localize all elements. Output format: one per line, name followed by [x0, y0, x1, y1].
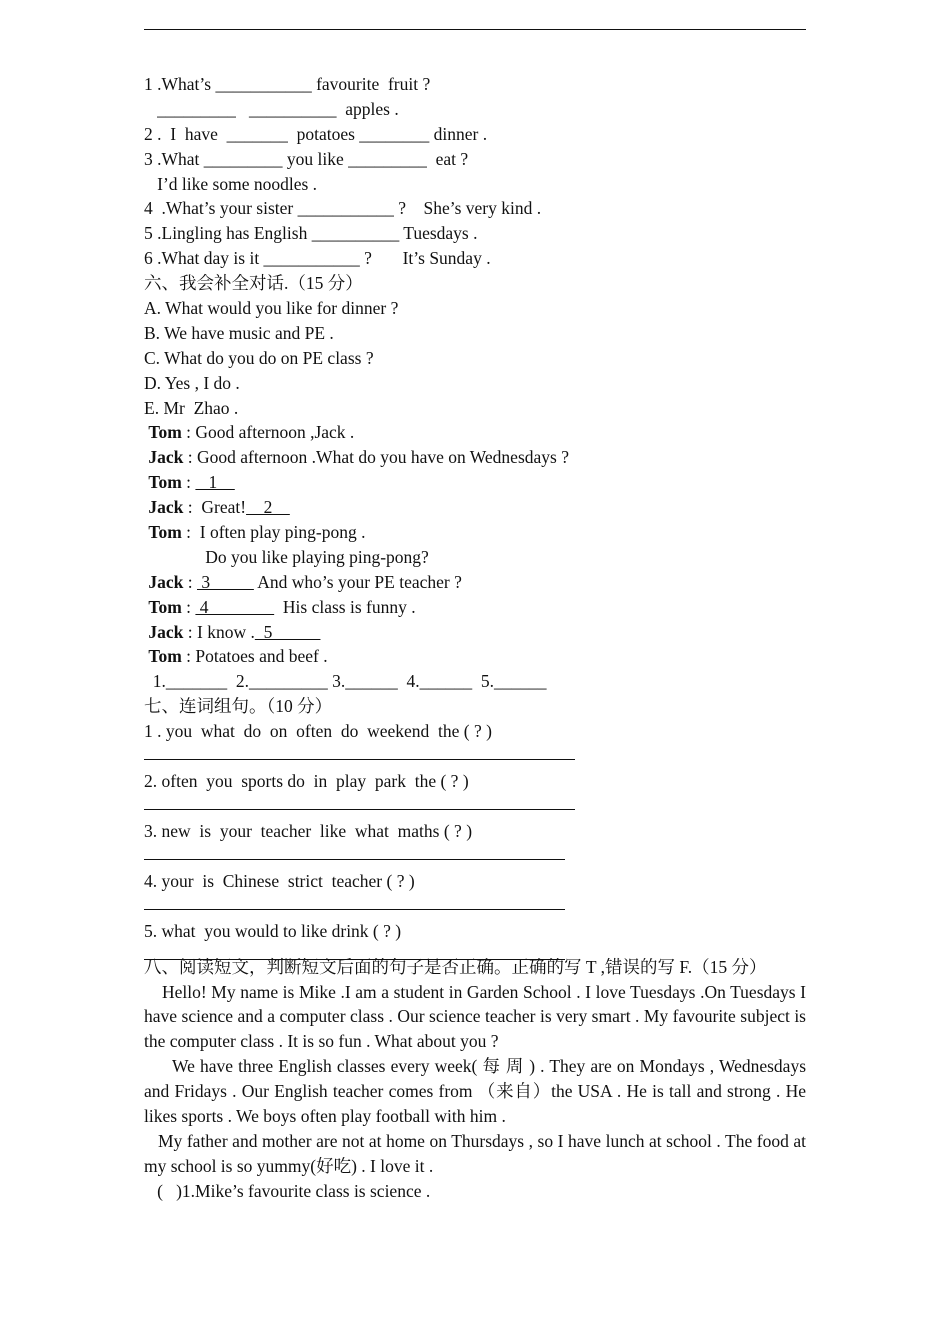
answer-blanks-row: 1._______ 2._________ 3.______ 4.______ 5.______: [144, 671, 547, 692]
reading-paragraph: We have three English classes every week( 每 周 ) . They are on Mondays , Wednesdays and Fridays . Our English teacher comes from （来自）the USA . He is tall and strong . He likes sports . We boys often play football with him .: [144, 1056, 806, 1127]
section-heading: 八、阅读短文，判断短文后面的句子是否正确。正确的写 T ,错误的写 F.（15 分）: [144, 956, 767, 977]
speaker-name: Tom: [148, 646, 182, 667]
dialogue-section: [144, 271, 806, 694]
dialogue-line: [144, 545, 806, 570]
reading-section: [144, 955, 806, 1204]
section-heading: 六、我会补全对话.（15 分）: [144, 273, 363, 294]
dialogue-text: His class is funny .: [274, 596, 416, 617]
reading-paragraph: My father and mother are not at home on Thursdays , so I have lunch at school . The food at my school is so yummy(好吃) . I love it .: [144, 1130, 806, 1176]
fill-in-line: I’d like some noodles .: [144, 173, 318, 194]
option-item: B. We have music and PE .: [144, 322, 334, 343]
answer-line: [144, 744, 806, 769]
reading-paragraph: Hello! My name is Mike .I am a student in Garden School . I love Tuesdays .On Tuesdays I have science and a computer class . Our science teacher is very smart . My favourite subject is the computer class . It is so fun . What about you ?: [144, 981, 806, 1052]
header-rule: [144, 29, 806, 30]
dialogue-line: [144, 495, 806, 520]
dialogue-line: [144, 420, 806, 445]
answer-line: [144, 944, 806, 969]
dialogue-line: [144, 570, 806, 595]
fill-in-line: 3 .What _________ you like _________ eat ?: [144, 148, 469, 169]
speaker-name: Jack: [148, 497, 184, 518]
option-item: A. What would you like for dinner ?: [144, 298, 399, 319]
answer-line: [144, 844, 806, 869]
speaker-name: Tom: [148, 596, 182, 617]
dialogue-line: [144, 595, 806, 620]
fill-in-line: _________ __________ apples .: [144, 98, 399, 119]
word-list: 2. often you sports do in play park the ( ? ): [144, 771, 469, 792]
dialogue-text: Do you like playing ping-pong?: [144, 546, 429, 567]
answer-line: [144, 894, 806, 919]
answer-blank: 1: [195, 472, 235, 493]
option-item: E. Mr Zhao .: [144, 397, 239, 418]
sentence-ordering-section: [144, 694, 806, 968]
word-list: 5. what you would to like drink ( ? ): [144, 920, 402, 941]
fill-in-exercise: [144, 72, 806, 271]
dialogue-line: [144, 644, 806, 669]
speaker-name: Tom: [148, 472, 182, 493]
word-list: 3. new is your teacher like what maths ( ? ): [144, 820, 473, 841]
fill-in-line: 5 .Lingling has English __________ Tuesdays .: [144, 223, 478, 244]
dialogue-text: And who’s your PE teacher ?: [253, 571, 462, 592]
dialogue-text: : Great!: [183, 497, 247, 518]
speaker-name: Jack: [148, 571, 184, 592]
dialogue-text: : Good afternoon ,Jack .: [181, 422, 355, 443]
section-heading: 七、连词组句。（10 分）: [144, 696, 333, 717]
option-item: C. What do you do on PE class ?: [144, 347, 374, 368]
speaker-name: Tom: [148, 522, 182, 543]
speaker-name: Jack: [148, 447, 184, 468]
dialogue-line: [144, 620, 806, 645]
answer-blank: 2: [246, 497, 290, 518]
dialogue-text: :: [181, 472, 196, 493]
answer-line: [144, 794, 806, 819]
answer-blank: 3: [197, 571, 254, 592]
option-item: D. Yes , I do .: [144, 372, 240, 393]
speaker-name: Jack: [148, 621, 184, 642]
judgement-question: ( )1.Mike’s favourite class is science .: [144, 1180, 431, 1201]
dialogue-line: [144, 470, 806, 495]
answer-blank: 4: [195, 596, 275, 617]
exam-page: [144, 72, 806, 1204]
dialogue-text: :: [181, 596, 196, 617]
dialogue-text: : I know .: [183, 621, 255, 642]
dialogue-text: : Potatoes and beef .: [181, 646, 328, 667]
fill-in-line: 6 .What day is it ___________ ? It’s Sunday .: [144, 248, 491, 269]
word-list: 4. your is Chinese strict teacher ( ? ): [144, 870, 415, 891]
dialogue-text: : Good afternoon .What do you have on Wednesdays ?: [183, 447, 569, 468]
dialogue-text: : I often play ping-pong .: [181, 522, 366, 543]
fill-in-line: 2 . I have _______ potatoes ________ dinner .: [144, 123, 488, 144]
dialogue-text: :: [183, 571, 197, 592]
speaker-name: Tom: [148, 422, 182, 443]
word-list: 1 . you what do on often do weekend the ( ? ): [144, 721, 492, 742]
fill-in-line: 4 .What’s your sister ___________ ? She’s very kind .: [144, 198, 542, 219]
fill-in-line: 1 .What’s ___________ favourite fruit ?: [144, 74, 431, 94]
dialogue-line: [144, 520, 806, 545]
dialogue-line: [144, 445, 806, 470]
answer-blank: 5: [254, 621, 321, 642]
